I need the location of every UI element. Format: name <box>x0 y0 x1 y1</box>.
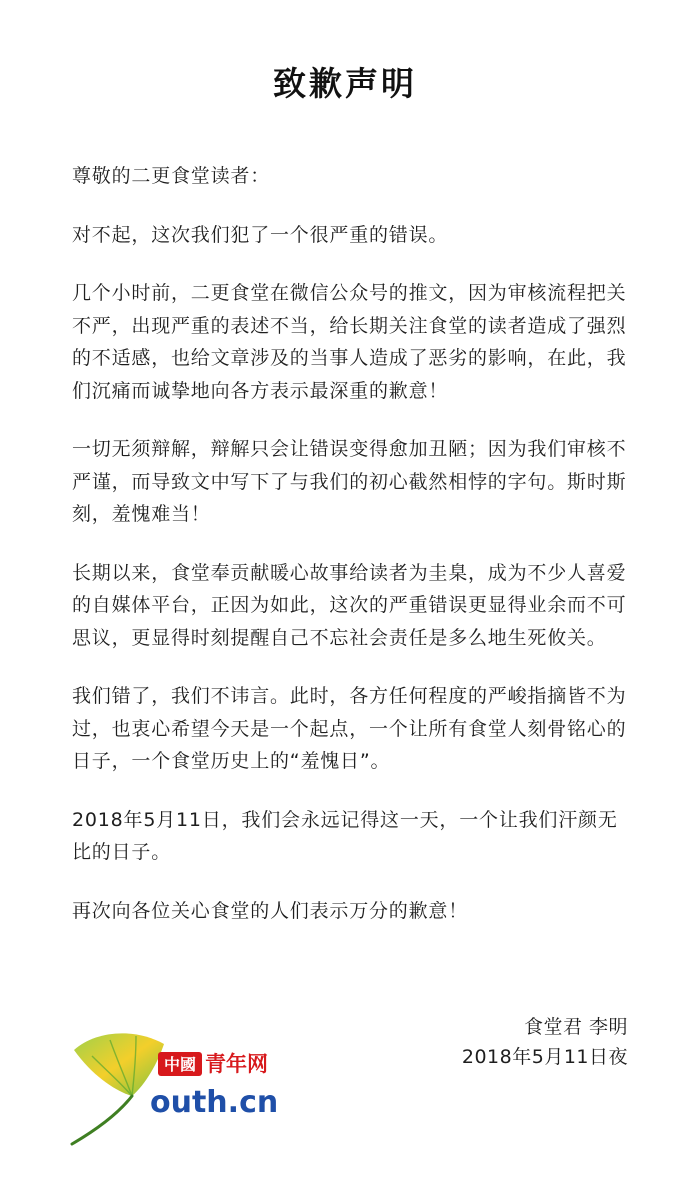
paragraph-5: 我们错了，我们不讳言。此时，各方任何程度的严峻指摘皆不为过，也衷心希望今天是一个起点，一个让所有食堂人刻骨铭心的日子，一个食堂历史上的“羞愧日”。 <box>72 685 627 772</box>
signature-date: 2018年5月11日夜 <box>461 1046 628 1068</box>
youth-cn-watermark-logo <box>66 1022 296 1152</box>
paragraph-4: 长期以来，食堂奉贡献暖心故事给读者为圭臬，成为不少人喜爱的自媒体平台，正因为如此，这次的严重错误更显得业余而不可思议，更显得时刻提醒自己不忘社会责任是多么地生死攸关。 <box>72 561 627 649</box>
salutation: 尊敬的二更食堂读者： <box>72 165 271 187</box>
letter-body <box>72 160 628 953</box>
paragraph-3: 一切无须辩解，辩解只会让错误变得愈加丑陋；因为我们审核不严谨，而导致文中写下了与我们的初心截然相悖的字句。斯时斯刻，羞愧难当！ <box>72 438 627 525</box>
signature-name: 食堂君 李明 <box>523 1016 628 1038</box>
signature-block <box>462 1012 628 1072</box>
paragraph-1: 对不起，这次我们犯了一个很严重的错误。 <box>72 223 449 246</box>
leaf-stem-icon <box>72 1096 132 1144</box>
page-title: 致歉声明 <box>273 64 417 103</box>
brand-domain: outh.cn <box>150 1085 279 1120</box>
brand-cn-right: 青年网 <box>205 1051 268 1076</box>
brand-cn-left: 中國 <box>163 1055 197 1074</box>
paragraph-7: 再次向各位关心食堂的人们表示万分的歉意！ <box>72 899 469 922</box>
paragraph-6: 2018年5月11日，我们会永远记得这一天，一个让我们汗颜无比的日子。 <box>72 808 618 863</box>
paragraph-2: 几个小时前，二更食堂在微信公众号的推文，因为审核流程把关不严，出现严重的表述不当，给长期关注食堂的读者造成了强烈的不适感，也给文章涉及的当事人造成了恶劣的影响，在此，我们沉痛而诚挚地向各方表示最深重的歉意！ <box>72 282 627 402</box>
